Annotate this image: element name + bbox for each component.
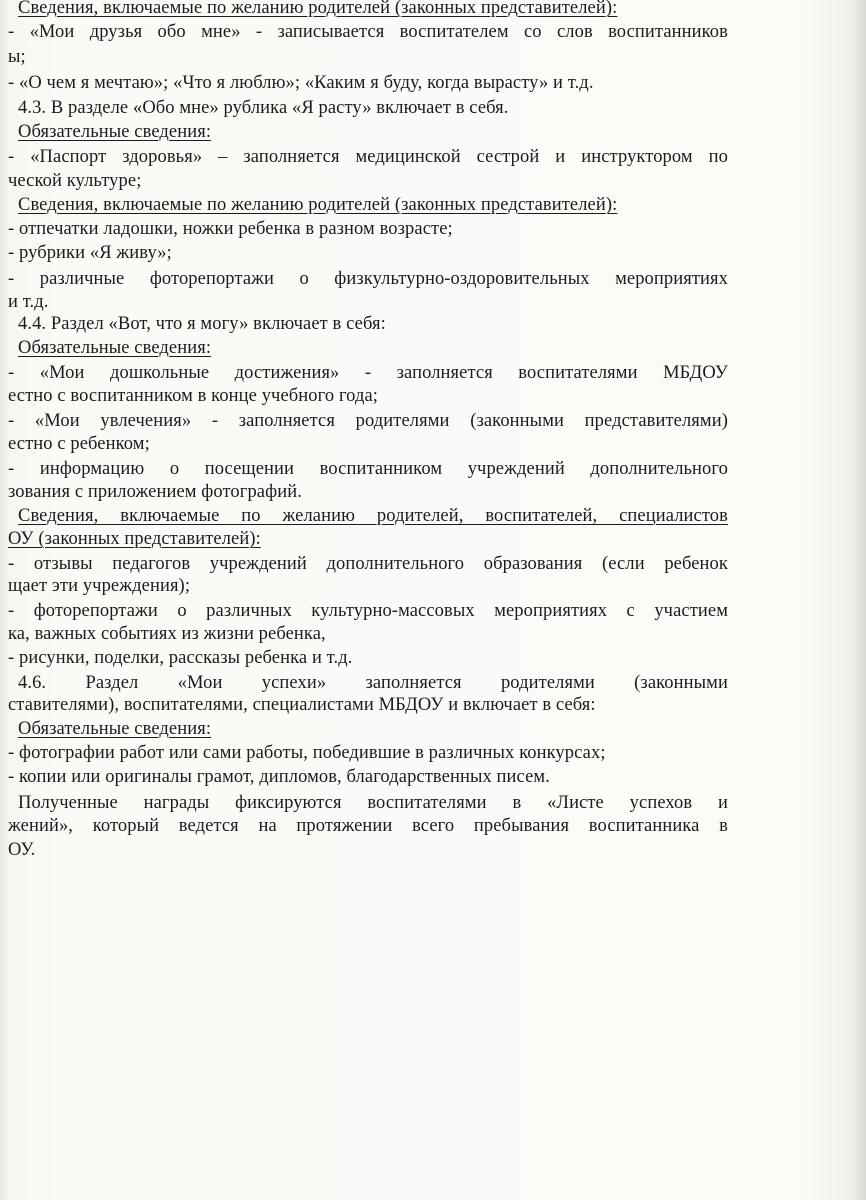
text-line: - «Мои дошкольные достижения» - заполняется воспитателями МБДОУ bbox=[8, 363, 728, 383]
section-4-3-title: 4.3. В разделе «Обо мне» рублика «Я расту» включает в себя. bbox=[18, 98, 509, 118]
section-4-4-title: 4.4. Раздел «Вот, что я могу» включает в себя: bbox=[18, 314, 386, 334]
text-line: - отзывы педагогов учреждений дополнительного образования (если ребенок bbox=[8, 554, 728, 574]
text-line: - отпечатки ладошки, ножки ребенка в разном возрасте; bbox=[8, 219, 453, 239]
text-line: - «Мои увлечения» - заполняется родителями (законными представителями) bbox=[8, 411, 728, 431]
text-line: - фотографии работ или сами работы, победившие в различных конкурсах; bbox=[8, 743, 606, 763]
text-line: ОУ. bbox=[8, 840, 36, 860]
section-4-6-title: 4.6. Раздел «Мои успехи» заполняется родителями (законными bbox=[18, 673, 728, 693]
text-line: - «О чем я мечтаю»; «Что я люблю»; «Каким я буду, когда вырасту» и т.д. bbox=[8, 73, 594, 93]
text-line: - информацию о посещении воспитанником учреждений дополнительного bbox=[8, 459, 728, 479]
heading-optional-info: Сведения, включаемые по желанию родителей (законных представителей): bbox=[18, 0, 618, 18]
heading-required-info: Обязательные сведения: bbox=[18, 719, 212, 739]
text-line: щает эти учреждения); bbox=[8, 576, 191, 596]
text-line: зования с приложением фотографий. bbox=[8, 482, 302, 502]
heading-required-info: Обязательные сведения: bbox=[18, 122, 212, 142]
heading-required-info: Обязательные сведения: bbox=[18, 338, 212, 358]
text-line: - рубрики «Я живу»; bbox=[8, 243, 172, 263]
text-line: - рисунки, поделки, рассказы ребенка и т.д. bbox=[8, 648, 353, 668]
text-line: жений», который ведется на протяжении всего пребывания воспитанника в bbox=[8, 816, 728, 836]
text-line: ческой культуре; bbox=[8, 171, 142, 191]
text-line: и т.д. bbox=[8, 292, 49, 312]
text-line: Полученные награды фиксируются воспитателями в «Листе успехов и bbox=[18, 793, 728, 813]
heading-optional-info: Сведения, включаемые по желанию родителей, воспитателей, специалистов bbox=[18, 506, 728, 526]
text-line: - «Паспорт здоровья» – заполняется медицинской сестрой и инструктором по bbox=[8, 147, 728, 167]
text-line: естно с ребенком; bbox=[8, 434, 150, 454]
text-line: - «Мои друзья обо мне» - записывается воспитателем со слов воспитанников bbox=[8, 22, 728, 42]
heading-optional-info: Сведения, включаемые по желанию родителей (законных представителей): bbox=[18, 195, 618, 215]
text-line: - копии или оригиналы грамот, дипломов, благодарственных писем. bbox=[8, 767, 550, 787]
heading-optional-info-cont: ОУ (законных представителей): bbox=[8, 529, 261, 549]
text-line: - различные фоторепортажи о физкультурно-оздоровительных мероприятиях bbox=[8, 269, 728, 289]
text-line: естно с воспитанником в конце учебного года; bbox=[8, 386, 379, 406]
text-line: ставителями), воспитателями, специалистами МБДОУ и включает в себя: bbox=[8, 695, 596, 715]
text-line: ы; bbox=[8, 47, 26, 67]
text-line: - фоторепортажи о различных культурно-массовых мероприятиях с участием bbox=[8, 601, 728, 621]
text-line: ка, важных событиях из жизни ребенка, bbox=[8, 624, 326, 644]
